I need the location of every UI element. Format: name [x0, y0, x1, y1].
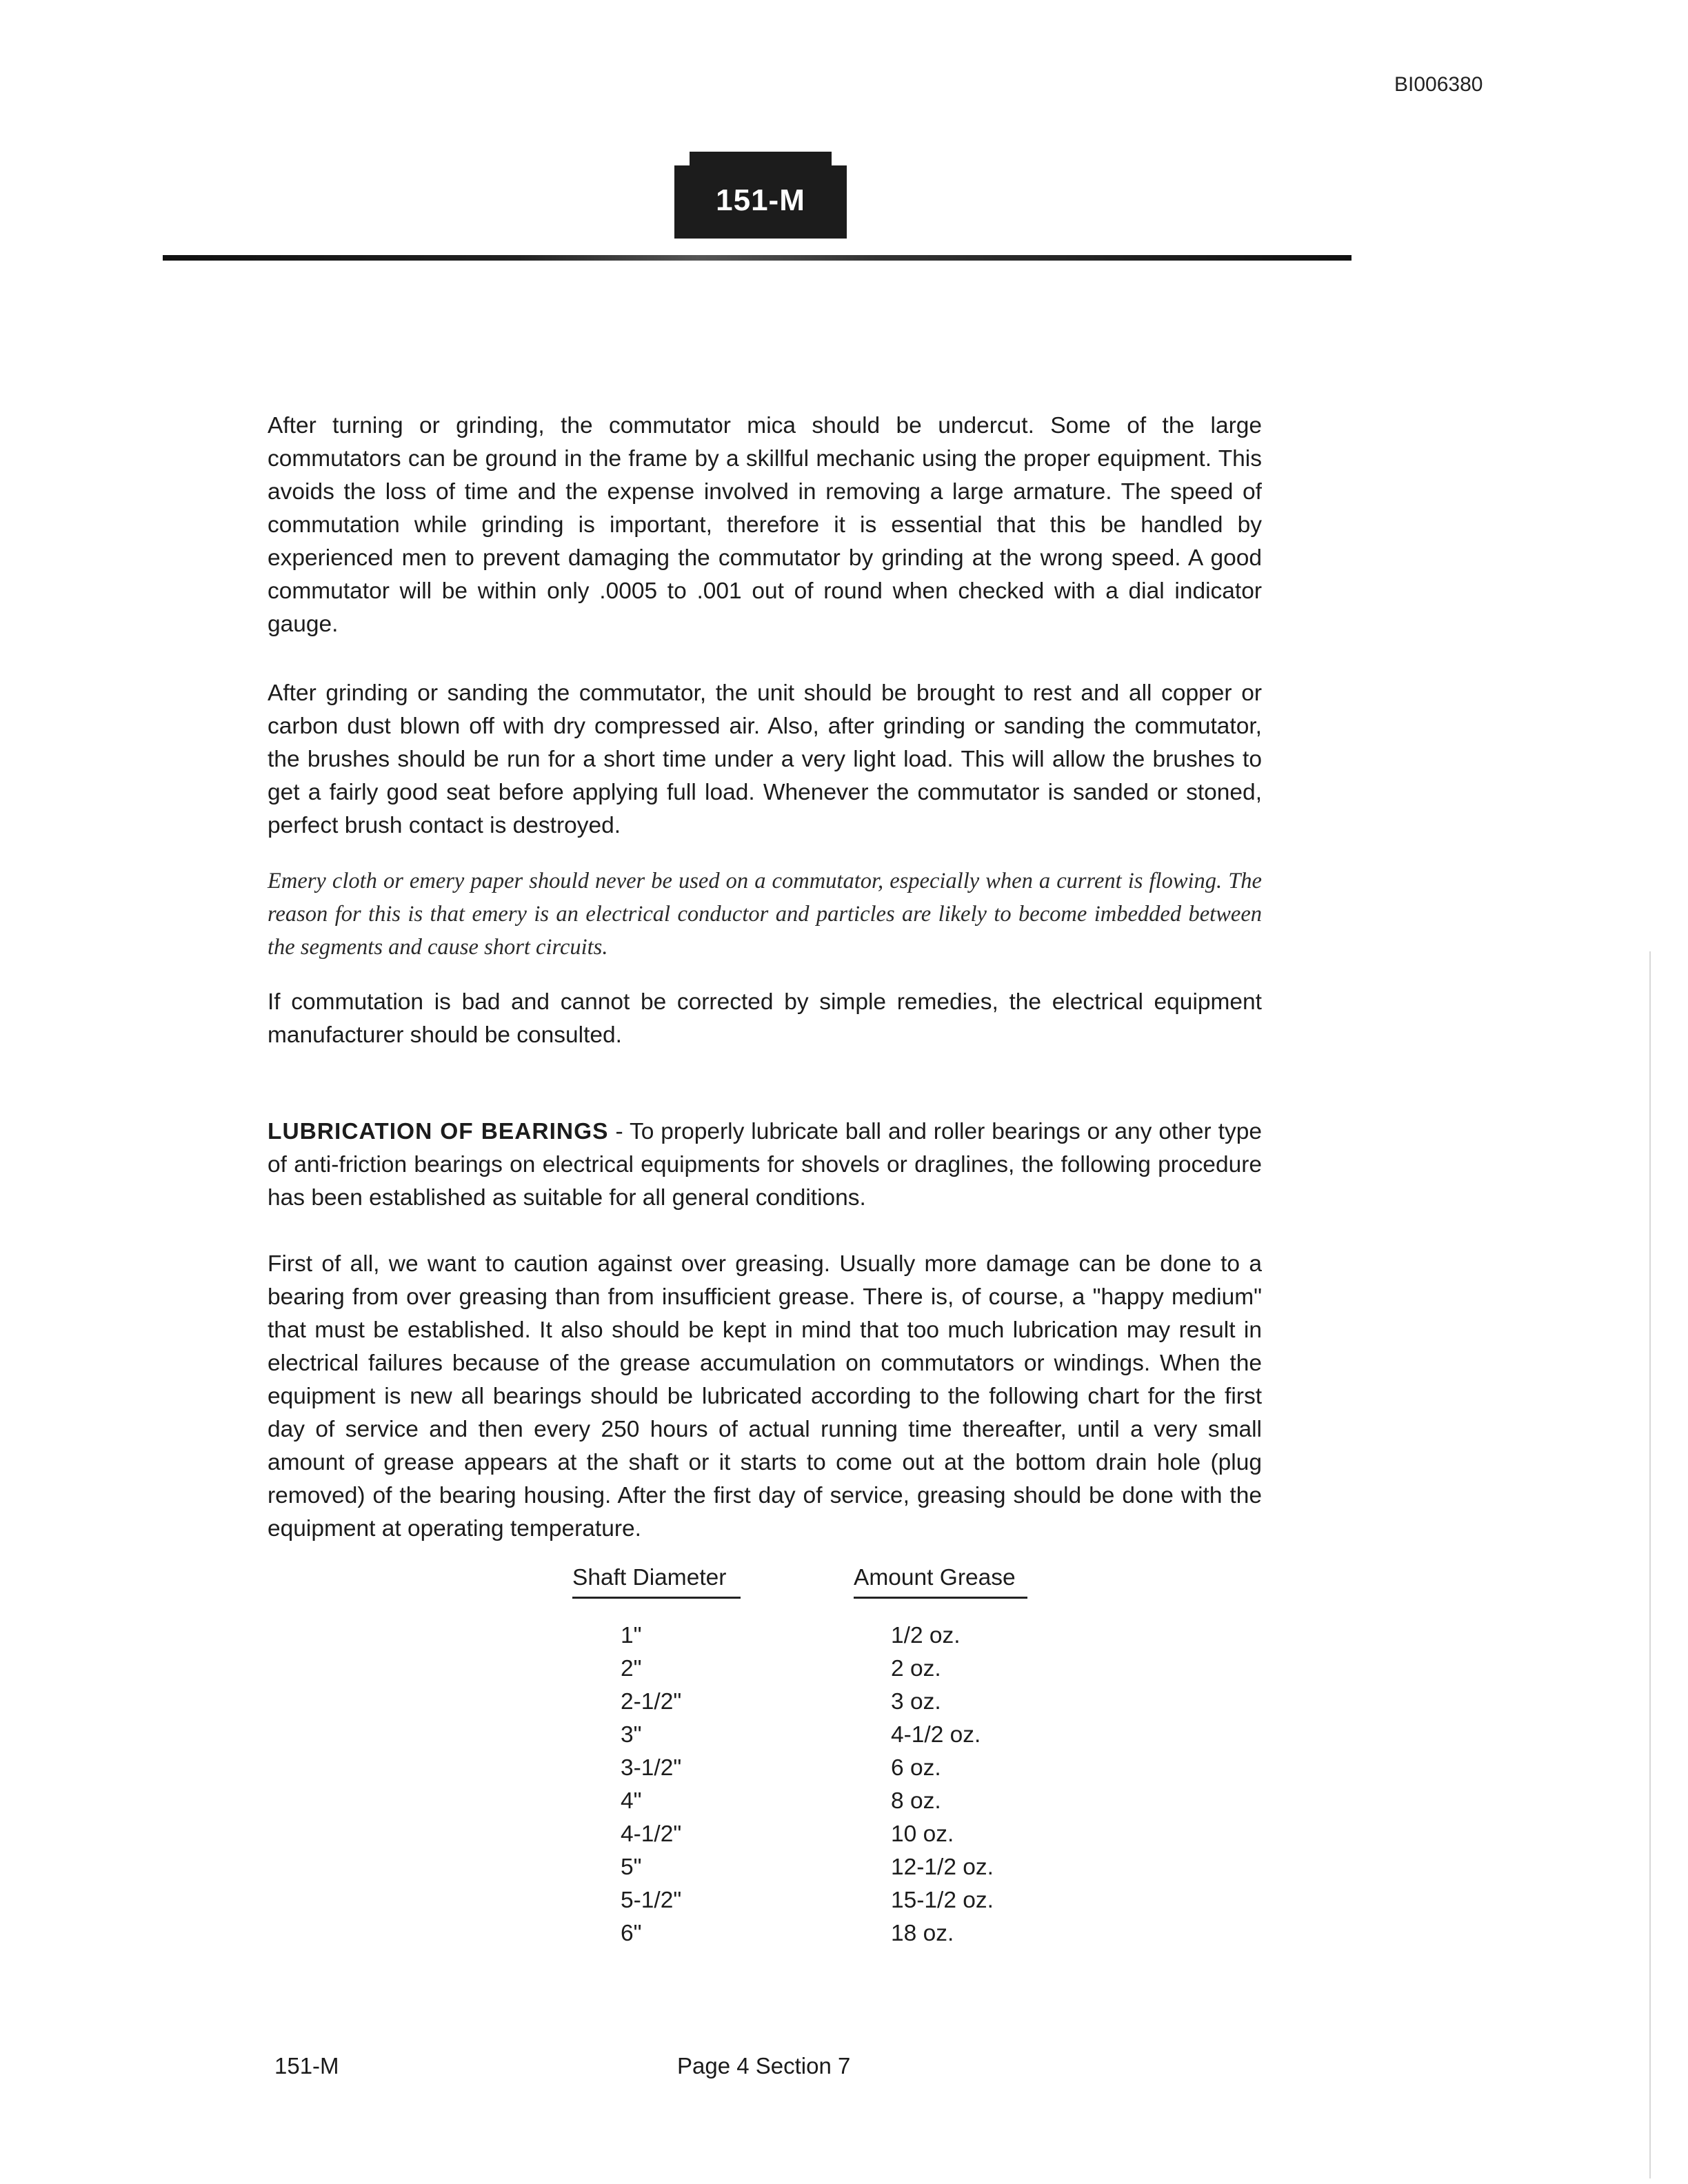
shaft-cell: 3-1/2": [621, 1755, 682, 1781]
amount-cell: 4-1/2 oz.: [891, 1722, 981, 1748]
table-row: [565, 1722, 1048, 1755]
scan-edge-line: [1649, 951, 1651, 2178]
column-header-amount-grease: Amount Grease: [854, 1565, 1027, 1599]
table-row: [565, 1821, 1048, 1854]
table-row: [565, 1888, 1048, 1921]
amount-cell: 12-1/2 oz.: [891, 1854, 994, 1880]
logo-badge: [674, 152, 847, 239]
logo-notch-right: [832, 152, 847, 165]
paragraph-lubrication-intro: [268, 1115, 1262, 1215]
table-row: [565, 1854, 1048, 1888]
paragraph-after-grinding: After grinding or sanding the commutator, the unit should be brought to rest and all copper or carbon dust blown off with dry compressed air. Also, after grinding or sanding the commutator, the brushes should be run for a short time under a very light load. This will allow the brushes to get a fairly good seat before applying full load. Whenever the commutator is sanded or stoned, perfect brush contact is destroyed.: [268, 680, 1262, 838]
table-row: [565, 1656, 1048, 1689]
footer-document-code: 151-M: [274, 2053, 339, 2079]
shaft-cell: 4": [621, 1788, 642, 1814]
table-row: [565, 1755, 1048, 1788]
footer-page-number: Page 4 Section 7: [677, 2053, 851, 2079]
logo-notch-left: [674, 152, 690, 165]
table-row: [565, 1623, 1048, 1656]
amount-cell: 2 oz.: [891, 1656, 941, 1681]
shaft-cell: 4-1/2": [621, 1821, 682, 1847]
paragraph-consult-manufacturer: If commutation is bad and cannot be corrected by simple remedies, the electrical equipment manufacturer should be consulted.: [268, 989, 1262, 1048]
table-row: [565, 1921, 1048, 1954]
shaft-cell: 2-1/2": [621, 1689, 682, 1715]
amount-cell: 1/2 oz.: [891, 1623, 961, 1648]
amount-cell: 10 oz.: [891, 1821, 954, 1847]
shaft-cell: 3": [621, 1722, 642, 1748]
header-rule: [163, 255, 1352, 261]
lubrication-heading: LUBRICATION OF BEARINGS: [268, 1119, 609, 1144]
shaft-cell: 2": [621, 1656, 642, 1681]
shaft-cell: 5": [621, 1854, 642, 1880]
amount-cell: 3 oz.: [891, 1689, 941, 1715]
table-row: [565, 1788, 1048, 1821]
amount-cell: 6 oz.: [891, 1755, 941, 1781]
amount-cell: 18 oz.: [891, 1921, 954, 1946]
column-header-shaft-diameter: Shaft Diameter: [572, 1565, 741, 1599]
table-row: [565, 1689, 1048, 1722]
shaft-cell: 6": [621, 1921, 642, 1946]
table-body: [565, 1623, 1048, 1954]
paragraph-over-greasing: First of all, we want to caution against over greasing. Usually more damage can be done to a bearing from over greasing than from insufficient grease. There is, of course, a "happy medium" that must be established. It also should be kept in mind that too much lubrication may result in electrical failures because of the grease accumulation on commutators or windings. When the equipment is new all bearings should be lubricated according to the following chart for the first day of service and then every 250 hours of actual running time thereafter, until a very small amount of grease appears at the shaft or it starts to come out at the bottom drain hole (plug removed) of the bearing housing. After the first day of service, greasing should be done with the equipment at operating temperature.: [268, 1251, 1262, 1541]
lubrication-intro-text: - To properly lubricate ball and roller bearings or any other type of anti-friction bearings on electrical equipments for shovels or draglines, the following procedure has been established as suitable for all general conditions.: [268, 1119, 1262, 1211]
paragraph-emery-warning: Emery cloth or emery paper should never be used on a commutator, especially when a current is flowing. The reason for this is that emery is an electrical conductor and particles are likely to become imbedded between the segments and cause short circuits.: [268, 869, 1262, 960]
shaft-cell: 5-1/2": [621, 1888, 682, 1913]
amount-cell: 15-1/2 oz.: [891, 1888, 994, 1913]
paragraph-undercut: After turning or grinding, the commutator mica should be undercut. Some of the large commutators can be ground in the frame by a skillful mechanic using the proper equipment. This avoids the loss of time and the expense involved in removing a large armature. The speed of commutation while grinding is important, therefore it is essential that this be handled by experienced men to prevent damaging the commutator by grinding at the wrong speed. A good commutator will be within only .0005 to .001 out of round when checked with a dial indicator gauge.: [268, 413, 1262, 637]
document-id: BI006380: [1394, 73, 1483, 96]
amount-cell: 8 oz.: [891, 1788, 941, 1814]
logo-text: 151-M: [716, 183, 805, 217]
shaft-cell: 1": [621, 1623, 642, 1648]
